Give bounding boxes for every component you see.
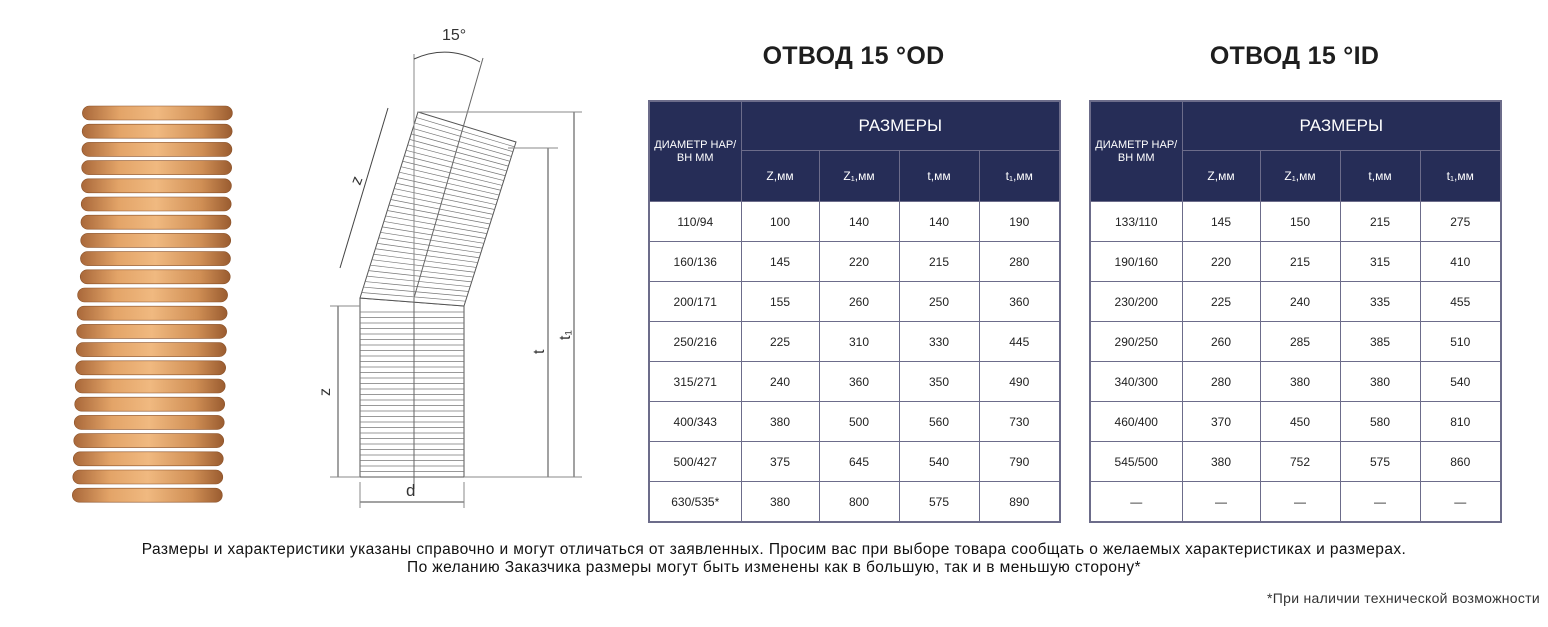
- value-cell: 240: [1260, 282, 1340, 322]
- column-header: t,мм: [1340, 151, 1420, 202]
- table-row: [1090, 322, 1501, 362]
- table-row: [1090, 402, 1501, 442]
- value-cell: 575: [899, 482, 979, 523]
- value-cell: 280: [1182, 362, 1260, 402]
- corrugated-pipe-image: [64, 92, 254, 512]
- value-cell: 890: [979, 482, 1060, 523]
- value-cell: —: [1420, 482, 1501, 523]
- value-cell: 860: [1420, 442, 1501, 482]
- value-cell: 752: [1260, 442, 1340, 482]
- value-cell: 215: [899, 242, 979, 282]
- diameter-cell: 400/343: [649, 402, 741, 442]
- value-cell: 350: [899, 362, 979, 402]
- diameter-cell: 133/110: [1090, 202, 1182, 242]
- value-cell: 330: [899, 322, 979, 362]
- table-row: [1090, 282, 1501, 322]
- table-title-id: ОТВОД 15 °ID: [1209, 42, 1380, 70]
- value-cell: 385: [1340, 322, 1420, 362]
- table-row: [649, 202, 1060, 242]
- bend-drawing: [308, 14, 608, 514]
- spec-table-id: [1089, 100, 1502, 523]
- value-cell: 580: [1340, 402, 1420, 442]
- value-cell: —: [1340, 482, 1420, 523]
- table-row: [649, 442, 1060, 482]
- value-cell: 450: [1260, 402, 1340, 442]
- value-cell: 335: [1340, 282, 1420, 322]
- table-row: [649, 402, 1060, 442]
- table-row: [649, 282, 1060, 322]
- t-label: t: [531, 349, 548, 354]
- table-row: [1090, 442, 1501, 482]
- column-header: Z₁,мм: [1260, 151, 1340, 202]
- value-cell: 225: [1182, 282, 1260, 322]
- value-cell: 280: [979, 242, 1060, 282]
- value-cell: 275: [1420, 202, 1501, 242]
- value-cell: 410: [1420, 242, 1501, 282]
- column-header: t₁,мм: [1420, 151, 1501, 202]
- diameter-cell: 460/400: [1090, 402, 1182, 442]
- table-row: [1090, 482, 1501, 523]
- table-row: [1090, 362, 1501, 402]
- column-header: t,мм: [899, 151, 979, 202]
- value-cell: 380: [741, 482, 819, 523]
- diameter-cell: 340/300: [1090, 362, 1182, 402]
- value-cell: 150: [1260, 202, 1340, 242]
- value-cell: 730: [979, 402, 1060, 442]
- value-cell: 540: [899, 442, 979, 482]
- diameter-cell: —: [1090, 482, 1182, 523]
- value-cell: 215: [1260, 242, 1340, 282]
- diameter-cell: 200/171: [649, 282, 741, 322]
- diameter-cell: 190/160: [1090, 242, 1182, 282]
- table-row: [649, 482, 1060, 523]
- value-cell: 225: [741, 322, 819, 362]
- value-cell: —: [1182, 482, 1260, 523]
- diameter-cell: 630/535*: [649, 482, 741, 523]
- value-cell: 380: [741, 402, 819, 442]
- diameter-cell: 110/94: [649, 202, 741, 242]
- value-cell: 140: [819, 202, 899, 242]
- table-row: [1090, 242, 1501, 282]
- disclaimer-line-1: Размеры и характеристики указаны справочно и могут отличаться от заявленных. Просим вас при выборе товара сообщать о желаемых характеристиках и размерах.: [141, 541, 1407, 558]
- value-cell: 560: [899, 402, 979, 442]
- column-header: Z,мм: [741, 151, 819, 202]
- value-cell: 140: [899, 202, 979, 242]
- sizes-header: РАЗМЕРЫ: [741, 101, 1060, 151]
- diameter-cell: 500/427: [649, 442, 741, 482]
- table-row: [1090, 202, 1501, 242]
- value-cell: 455: [1420, 282, 1501, 322]
- sizes-header: РАЗМЕРЫ: [1182, 101, 1501, 151]
- value-cell: 260: [819, 282, 899, 322]
- z-top-label: z: [347, 174, 367, 188]
- value-cell: 810: [1420, 402, 1501, 442]
- value-cell: 380: [1340, 362, 1420, 402]
- value-cell: 370: [1182, 402, 1260, 442]
- value-cell: 445: [979, 322, 1060, 362]
- column-header: Z,мм: [1182, 151, 1260, 202]
- value-cell: 220: [819, 242, 899, 282]
- value-cell: 360: [819, 362, 899, 402]
- disclaimer-line-2: По желанию Заказчика размеры могут быть изменены как в большую, так и в меньшую сторону*: [407, 559, 1141, 576]
- value-cell: 645: [819, 442, 899, 482]
- diameter-cell: 160/136: [649, 242, 741, 282]
- diameter-header: ДИАМЕТР НАР/ВН ММ: [649, 101, 741, 202]
- value-cell: 240: [741, 362, 819, 402]
- diameter-header: ДИАМЕТР НАР/ВН ММ: [1090, 101, 1182, 202]
- value-cell: 215: [1340, 202, 1420, 242]
- value-cell: 310: [819, 322, 899, 362]
- diameter-cell: 315/271: [649, 362, 741, 402]
- footnote: *При наличии технической возможности: [1267, 590, 1540, 606]
- value-cell: 490: [979, 362, 1060, 402]
- column-header: Z₁,мм: [819, 151, 899, 202]
- value-cell: 510: [1420, 322, 1501, 362]
- value-cell: 800: [819, 482, 899, 523]
- table-row: [649, 242, 1060, 282]
- value-cell: 190: [979, 202, 1060, 242]
- diameter-cell: 250/216: [649, 322, 741, 362]
- z-bottom-label: z: [317, 388, 334, 396]
- value-cell: 540: [1420, 362, 1501, 402]
- value-cell: 790: [979, 442, 1060, 482]
- diameter-cell: 230/200: [1090, 282, 1182, 322]
- value-cell: 380: [1260, 362, 1340, 402]
- value-cell: 155: [741, 282, 819, 322]
- value-cell: 315: [1340, 242, 1420, 282]
- value-cell: 100: [741, 202, 819, 242]
- table-title-od: ОТВОД 15 °OD: [762, 42, 945, 70]
- value-cell: 145: [1182, 202, 1260, 242]
- value-cell: 575: [1340, 442, 1420, 482]
- t1-label: t₁: [557, 330, 574, 340]
- value-cell: 360: [979, 282, 1060, 322]
- value-cell: 260: [1182, 322, 1260, 362]
- value-cell: —: [1260, 482, 1340, 523]
- value-cell: 220: [1182, 242, 1260, 282]
- spec-table-od: [648, 100, 1061, 523]
- value-cell: 380: [1182, 442, 1260, 482]
- table-row: [649, 362, 1060, 402]
- angle-label: 15°: [442, 27, 467, 44]
- table-row: [649, 322, 1060, 362]
- diameter-cell: 545/500: [1090, 442, 1182, 482]
- value-cell: 500: [819, 402, 899, 442]
- column-header: t₁,мм: [979, 151, 1060, 202]
- value-cell: 285: [1260, 322, 1340, 362]
- value-cell: 145: [741, 242, 819, 282]
- value-cell: 250: [899, 282, 979, 322]
- value-cell: 375: [741, 442, 819, 482]
- diameter-cell: 290/250: [1090, 322, 1182, 362]
- d-label: d: [406, 481, 416, 500]
